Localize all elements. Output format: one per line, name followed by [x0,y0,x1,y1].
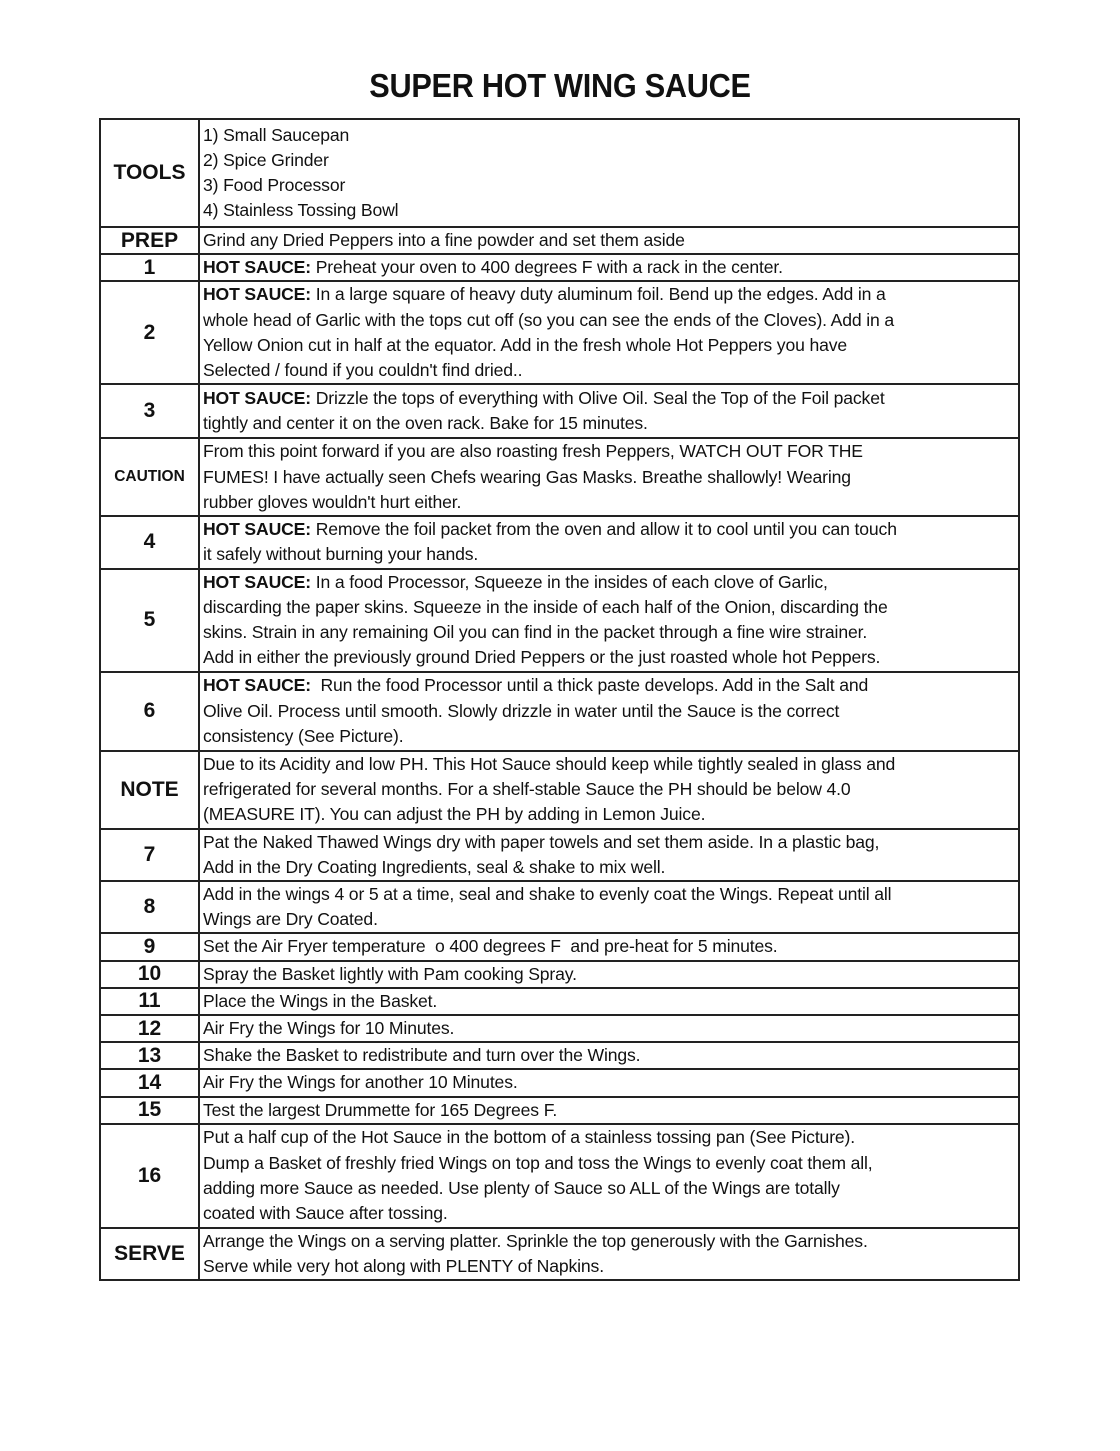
instruction-line [203,123,1016,148]
recipe-row [100,569,1019,672]
section-prefix: HOT SAUCE: [203,284,311,305]
instruction-line [203,386,1016,411]
step-instructions [199,281,1019,384]
instruction-line [203,934,1016,959]
instruction-text: it safely without burning your hands. [203,544,479,565]
section-prefix: HOT SAUCE: [203,675,311,696]
instruction-text: 4) Stainless Tossing Bowl [203,200,399,221]
section-prefix: HOT SAUCE: [203,388,311,409]
instruction-line [203,1125,1016,1150]
instruction-text: discarding the paper skins. Squeeze in the inside of each half of the Onion, discarding the [203,596,888,617]
instruction-line [203,1151,1016,1176]
recipe-row [100,281,1019,384]
instruction-text: Put a half cup of the Hot Sauce in the bottom of a stainless tossing pan (See Picture). [203,1127,855,1148]
recipe-row [100,254,1019,281]
instruction-line [203,752,1016,777]
step-label: 7 [100,829,199,881]
instruction-line [203,855,1016,880]
instruction-line [203,1201,1016,1226]
step-instructions [199,1015,1019,1042]
instruction-text: Pat the Naked Thawed Wings dry with paper towels and set them aside. In a plastic bag, [203,831,880,852]
instruction-text: Set the Air Fryer temperature o 400 degrees F and pre-heat for 5 minutes. [203,936,778,957]
instruction-line [203,173,1016,198]
instruction-line [203,882,1016,907]
instruction-text: Add in either the previously ground Dried Peppers or the just roasted whole hot Peppers. [203,647,881,668]
step-label: 3 [100,384,199,438]
step-label: 2 [100,281,199,384]
step-instructions [199,119,1019,227]
step-instructions [199,829,1019,881]
step-instructions [199,1042,1019,1069]
step-label: 10 [100,961,199,988]
recipe-row [100,119,1019,227]
instruction-text: Yellow Onion cut in half at the equator. Add in the fresh whole Hot Peppers you have [203,334,848,355]
instruction-line [203,1098,1016,1123]
instruction-line [203,724,1016,749]
step-label: 6 [100,672,199,751]
instruction-line [203,907,1016,932]
step-label: PREP [100,227,199,254]
recipe-row [100,961,1019,988]
step-instructions [199,961,1019,988]
recipe-row [100,516,1019,568]
instruction-line [203,645,1016,670]
instruction-line [203,620,1016,645]
instruction-line [203,282,1016,307]
instruction-text: FUMES! I have actually seen Chefs wearing Gas Masks. Breathe shallowly! Wearing [203,466,851,487]
instruction-text: In a food Processor, Squeeze in the insides of each clove of Garlic, [310,571,828,592]
instruction-line [203,198,1016,223]
instruction-text: Wings are Dry Coated. [203,909,378,930]
instruction-line [203,308,1016,333]
recipe-row [100,1124,1019,1228]
step-instructions [199,438,1019,516]
step-label: 5 [100,569,199,672]
instruction-text: Add in the wings 4 or 5 at a time, seal and shake to evenly coat the Wings. Repeat until all [203,884,892,905]
instruction-line [203,1070,1016,1095]
instruction-line [203,148,1016,173]
instruction-line [203,673,1016,698]
instruction-line [203,1043,1016,1068]
instruction-line [203,989,1016,1014]
instruction-text: 1) Small Saucepan [203,124,350,145]
instruction-text: Place the Wings in the Basket. [203,990,438,1011]
section-prefix: HOT SAUCE: [203,257,311,278]
recipe-row [100,1042,1019,1069]
instruction-text: Run the food Processor until a thick paste develops. Add in the Salt and [310,675,869,696]
instruction-text: rubber gloves wouldn't hurt either. [203,491,462,512]
recipe-table-body [100,119,1019,1280]
instruction-text: Dump a Basket of freshly fried Wings on top and toss the Wings to evenly coat them all, [203,1152,873,1173]
section-prefix: HOT SAUCE: [203,571,311,592]
instruction-text: whole head of Garlic with the tops cut off (so you can see the ends of the Cloves). Add in a [203,309,895,330]
step-instructions [199,881,1019,933]
step-label: CAUTION [100,438,199,516]
step-label: 12 [100,1015,199,1042]
instruction-line [203,411,1016,436]
instruction-text: Olive Oil. Process until smooth. Slowly drizzle in water until the Sauce is the correct [203,700,840,721]
recipe-table [99,118,1020,1281]
instruction-text: Drizzle the tops of everything with Olive Oil. Seal the Top of the Foil packet [310,388,885,409]
instruction-text: In a large square of heavy duty aluminum foil. Bend up the edges. Add in a [310,284,886,305]
instruction-line [203,1229,1016,1254]
instruction-text: Preheat your oven to 400 degrees F with a rack in the center. [310,257,783,278]
recipe-row [100,227,1019,254]
instruction-text: consistency (See Picture). [203,725,404,746]
step-instructions [199,254,1019,281]
instruction-text: Shake the Basket to redistribute and turn over the Wings. [203,1045,641,1066]
recipe-row [100,988,1019,1015]
instruction-line [203,465,1016,490]
step-label: 8 [100,881,199,933]
instruction-line [203,777,1016,802]
step-instructions [199,516,1019,568]
step-instructions [199,1097,1019,1124]
instruction-text: Air Fry the Wings for another 10 Minutes. [203,1072,518,1093]
instruction-text: skins. Strain in any remaining Oil you can find in the packet through a fine wire strainer. [203,622,868,643]
instruction-text: (MEASURE IT). You can adjust the PH by adding in Lemon Juice. [203,804,706,825]
instruction-line [203,1176,1016,1201]
instruction-text: Arrange the Wings on a serving platter. Sprinkle the top generously with the Garnishes. [203,1230,868,1251]
instruction-text: Grind any Dried Peppers into a fine powder and set them aside [203,230,685,250]
recipe-row [100,829,1019,881]
step-instructions [199,933,1019,960]
page-title: SUPER HOT WING SAUCE [369,67,751,104]
instruction-line [203,333,1016,358]
step-label: 14 [100,1069,199,1096]
instruction-text: tightly and center it on the oven rack. Bake for 15 minutes. [203,413,648,434]
step-label: 4 [100,516,199,568]
instruction-line [203,1016,1016,1041]
step-label: 13 [100,1042,199,1069]
instruction-line [203,699,1016,724]
step-label: 15 [100,1097,199,1124]
step-instructions [199,988,1019,1015]
instruction-line [203,358,1016,383]
step-instructions [199,1069,1019,1096]
step-instructions [199,751,1019,829]
instruction-text: 2) Spice Grinder [203,149,329,170]
step-label: SERVE [100,1228,199,1280]
step-label: 11 [100,988,199,1015]
recipe-row [100,1228,1019,1280]
instruction-line [203,1254,1016,1279]
instruction-text: Spray the Basket lightly with Pam cooking Spray. [203,963,577,984]
recipe-row [100,438,1019,516]
recipe-row [100,1097,1019,1124]
recipe-row [100,384,1019,438]
step-instructions [199,384,1019,438]
step-label: 9 [100,933,199,960]
instruction-text: coated with Sauce after tossing. [203,1203,448,1224]
step-instructions [199,672,1019,751]
instruction-line [203,255,1016,280]
instruction-text: refrigerated for several months. For a shelf-stable Sauce the PH should be below 4.0 [203,779,851,800]
instruction-text: Test the largest Drummette for 165 Degrees F. [203,1099,558,1120]
step-instructions [199,1228,1019,1280]
section-prefix: HOT SAUCE: [203,519,311,540]
instruction-line [203,542,1016,567]
instruction-text: 3) Food Processor [203,175,346,195]
step-instructions [199,1124,1019,1228]
instruction-line [203,570,1016,595]
instruction-text: Air Fry the Wings for 10 Minutes. [203,1018,455,1039]
instruction-line [203,439,1016,464]
instruction-text: From this point forward if you are also roasting fresh Peppers, WATCH OUT FOR THE [203,441,863,462]
instruction-line [203,517,1016,542]
instruction-line [203,490,1016,515]
instruction-line [203,228,1016,253]
instruction-line [203,962,1016,987]
instruction-line [203,595,1016,620]
instruction-line [203,830,1016,855]
recipe-row [100,881,1019,933]
recipe-row [100,751,1019,829]
step-label: NOTE [100,751,199,829]
step-label: 16 [100,1124,199,1228]
step-label: 1 [100,254,199,281]
recipe-row [100,1069,1019,1096]
instruction-text: Add in the Dry Coating Ingredients, seal & shake to mix well. [203,856,666,877]
instruction-text: adding more Sauce as needed. Use plenty of Sauce so ALL of the Wings are totally [203,1177,840,1198]
instruction-text: Due to its Acidity and low PH. This Hot Sauce should keep while tightly sealed in glass and [203,753,896,774]
step-instructions [199,569,1019,672]
instruction-text: Serve while very hot along with PLENTY of Napkins. [203,1256,604,1277]
recipe-row [100,1015,1019,1042]
recipe-row [100,672,1019,751]
instruction-text: Selected / found if you couldn't find dried.. [203,360,523,381]
instruction-text: Remove the foil packet from the oven and allow it to cool until you can touch [310,519,897,540]
recipe-row [100,933,1019,960]
step-instructions [199,227,1019,254]
instruction-line [203,802,1016,827]
step-label: TOOLS [100,119,199,227]
